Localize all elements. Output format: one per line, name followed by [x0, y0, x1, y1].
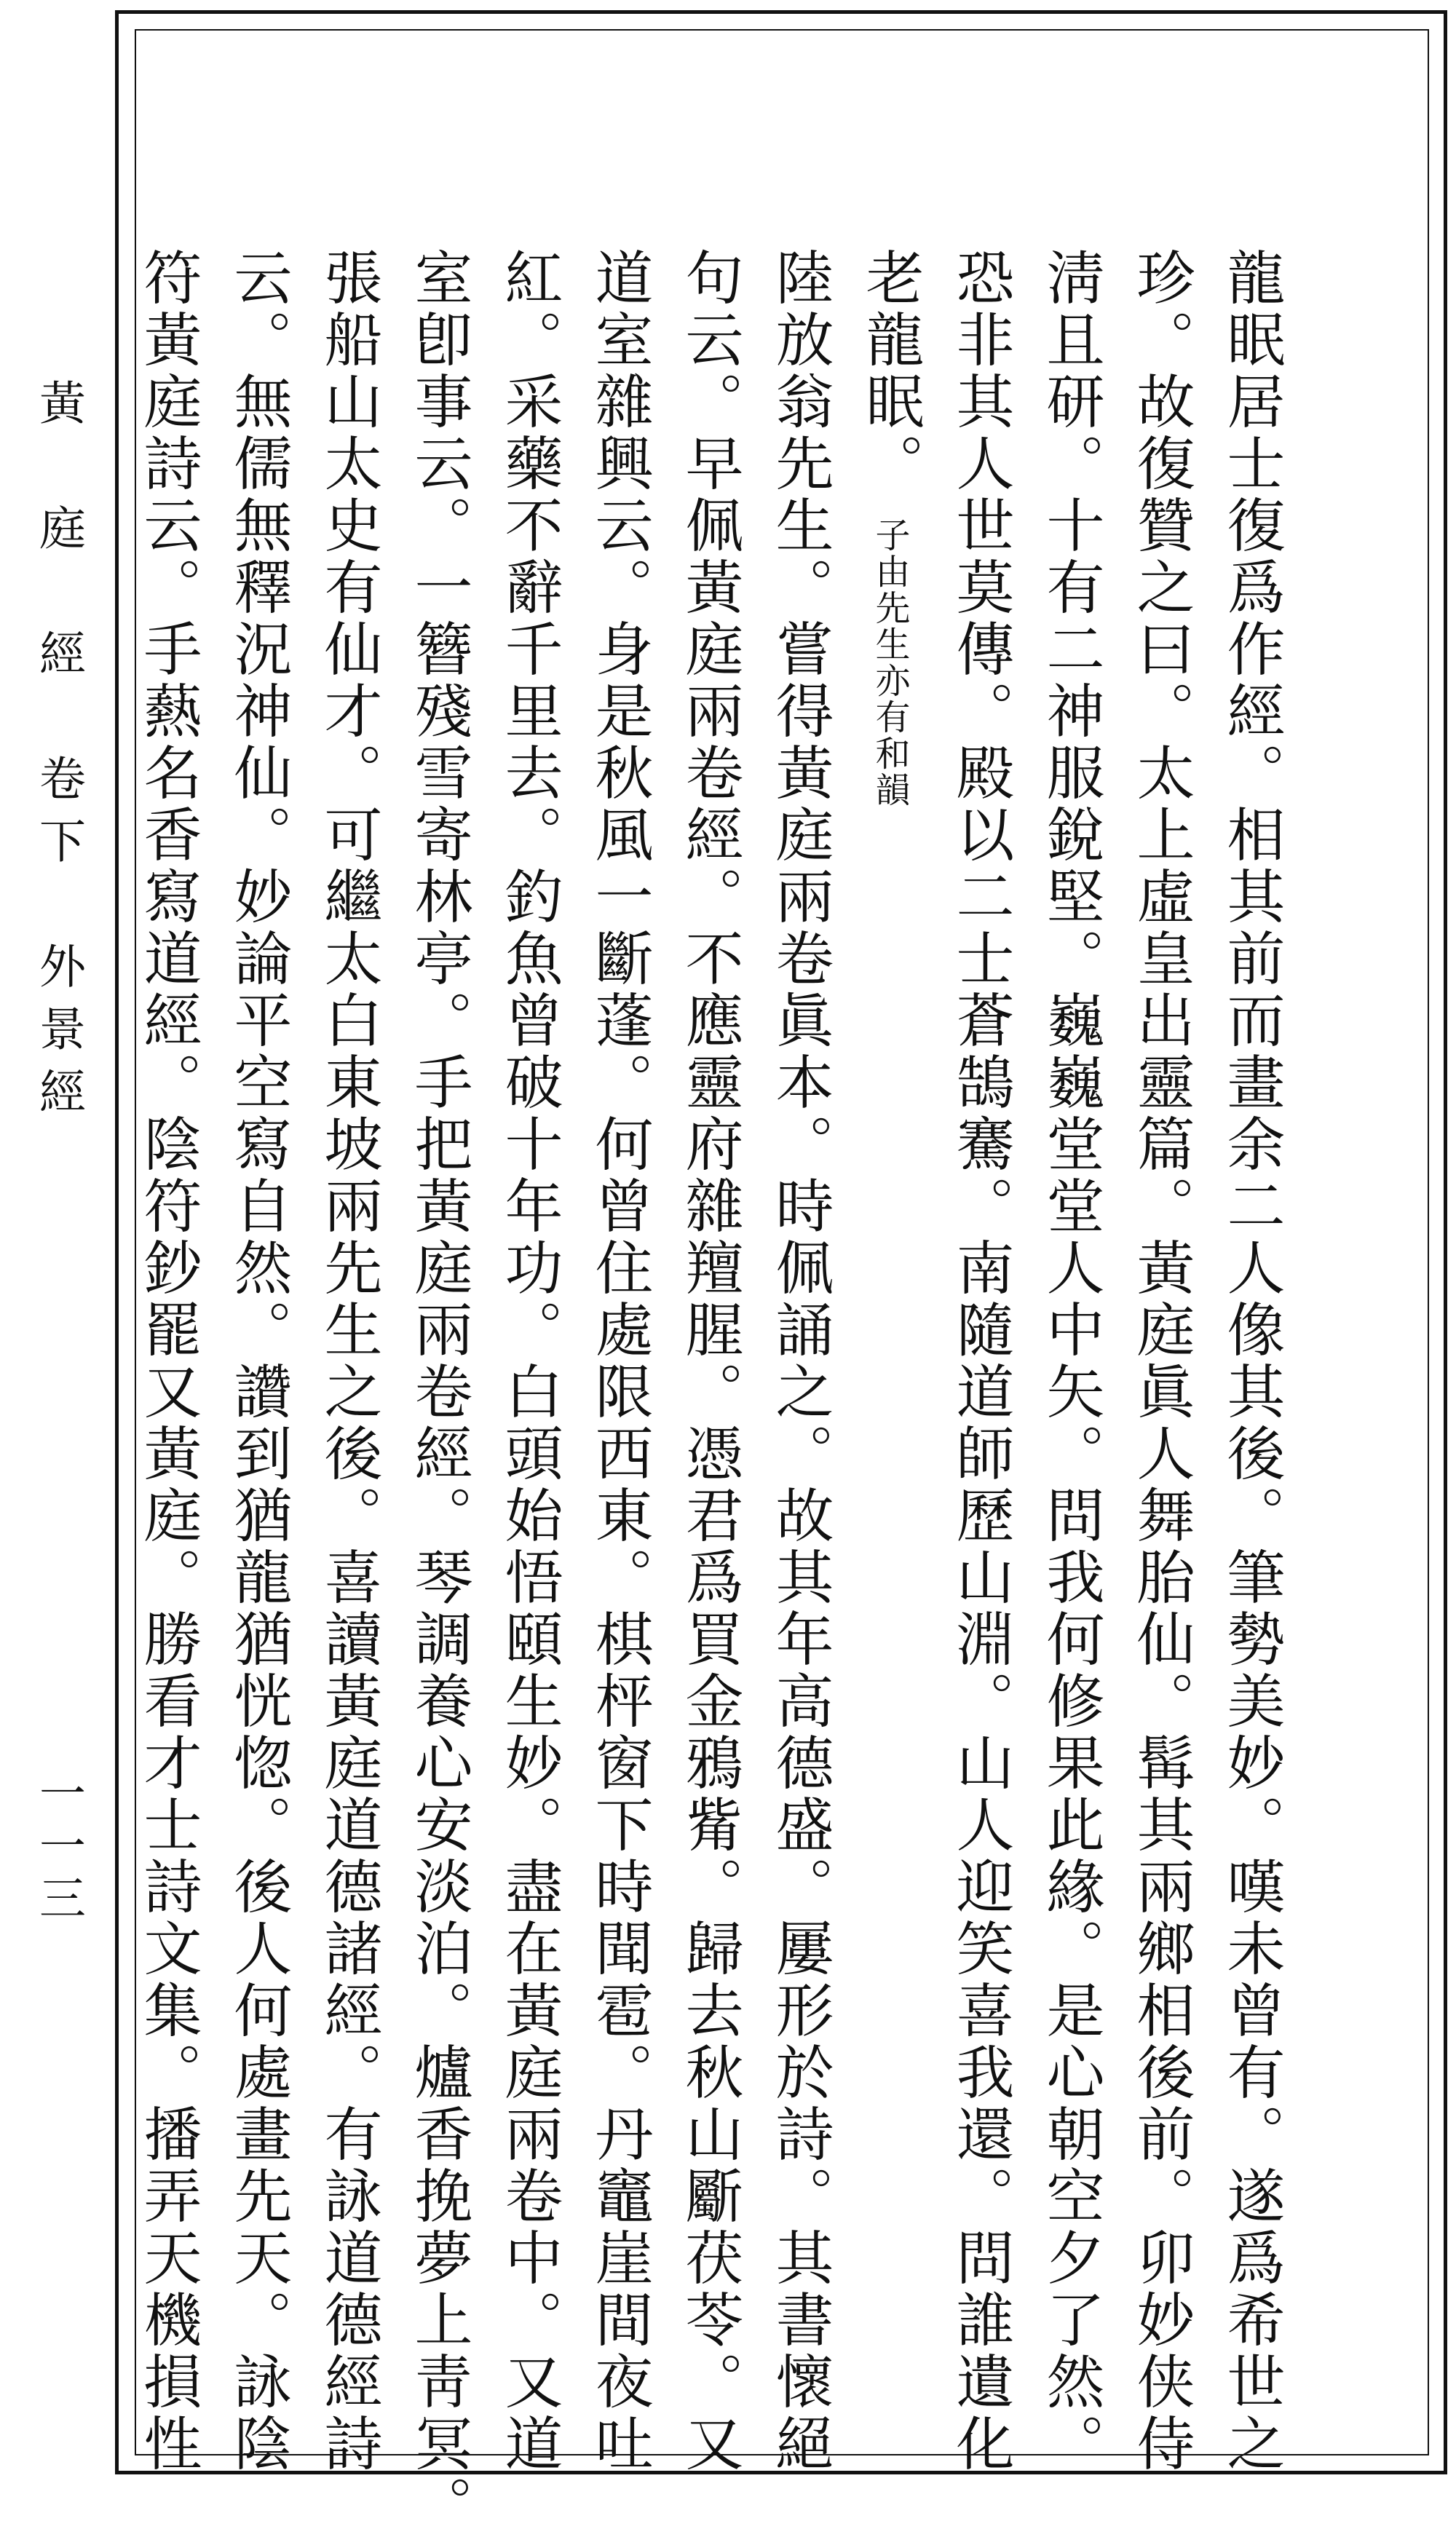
text-column-6: 陸放翁先生。嘗得黃庭兩卷眞本。時佩誦之。故其年高德盛。屢形於詩。其書懷絕 [766, 248, 834, 2475]
page-number: 一一三 [31, 1769, 85, 1926]
text-column-13: 符黃庭詩云。手爇名香寫道經。陰符鈔罷又黃庭。勝看才士詩文集。播弄天機損性 [134, 248, 202, 2475]
text-column-4: 恐非其人世莫傳。殿以二士蒼鵠騫。南隨道師歷山淵。山人迎笑喜我還。問誰遺化 [946, 248, 1014, 2475]
text-column-12: 云。無儒無釋況神仙。妙論平空寫自然。讚到猶龍猶恍惚。後人何處畫先天。詠陰 [224, 248, 292, 2475]
text-column-3: 淸且研。十有二神服銳堅。巍巍堂堂人中矢。問我何修果此緣。是心朝空夕了然。 [1037, 248, 1104, 2475]
text-column-5 [844, 248, 935, 2388]
text-column-5-main: 老龍眠。 [856, 248, 924, 495]
text-column-11: 張船山太史有仙才。可繼太白東坡兩先生之後。喜讀黃庭道德諸經。有詠道德經詩 [314, 248, 382, 2475]
text-column-2: 珍。故復贊之曰。太上虛皇出靈篇。黃庭眞人舞胎仙。髯其兩鄉相後前。卯妙侠侍 [1127, 248, 1195, 2475]
text-body [134, 248, 1296, 2537]
annotation-note: 子由先生亦有和韻 [869, 517, 910, 808]
running-title: 黃 庭 經 卷下 外景經 [31, 379, 85, 1130]
text-column-7: 句云。早佩黃庭兩卷經。不應靈府雜羶腥。憑君爲買金鴉觜。歸去秋山斸茯苓。又 [676, 248, 743, 2475]
text-column-1: 龍眠居士復爲作經。相其前而畫余二人像其後。筆勢美妙。嘆未曾有。遂爲希世之 [1217, 248, 1285, 2475]
text-column-9: 紅。采藥不辭千里去。釣魚曾破十年功。白頭始悟頤生妙。盡在黃庭兩卷中。又道 [495, 248, 563, 2475]
text-column-10: 室卽事云。一簪殘雪寄林亭。手把黃庭兩卷經。琴調養心安淡泊。爐香挽夢上靑冥。 [405, 248, 472, 2537]
text-column-8: 道室雜興云。身是秋風一斷蓬。何曾住處限西東。棋枰窗下時聞雹。丹竈崖間夜吐 [585, 248, 653, 2475]
